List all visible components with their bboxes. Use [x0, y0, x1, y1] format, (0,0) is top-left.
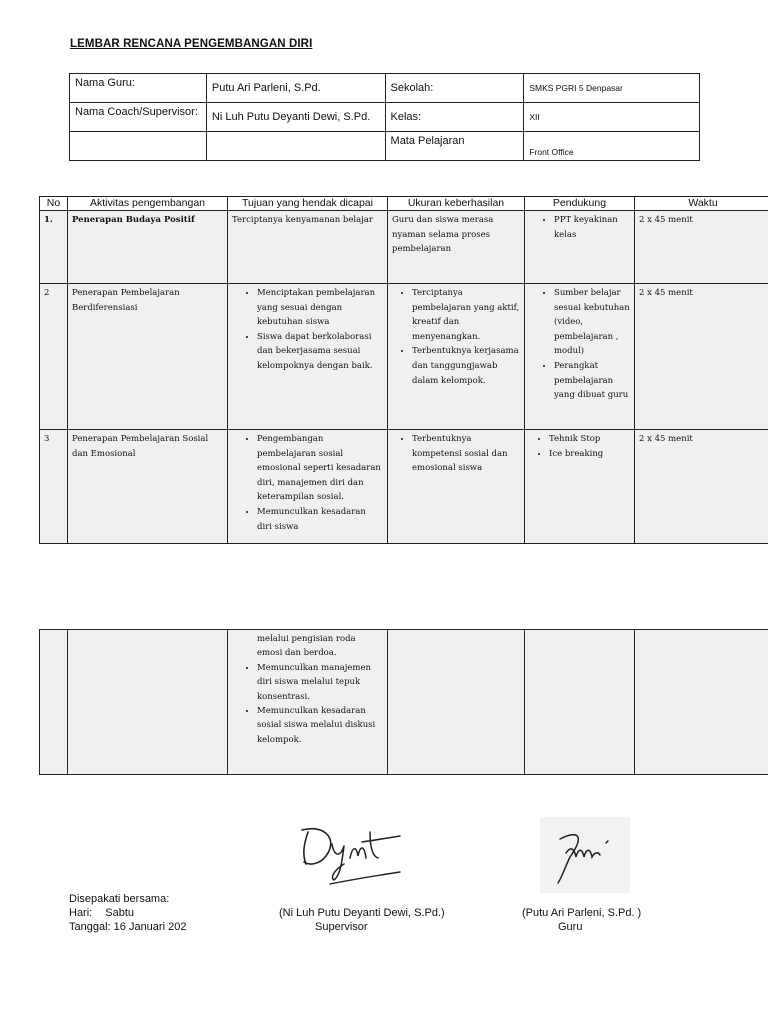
empty-cell	[70, 132, 207, 161]
row-waktu: 2 x 45 menit	[635, 430, 768, 544]
list-item: • Ice breaking	[549, 447, 630, 462]
mapel-label: Mata Pelajaran	[385, 132, 524, 161]
sekolah-value: SMKS PGRI 5 Denpasar	[524, 74, 700, 103]
row-tujuan-continued	[228, 630, 388, 775]
row-waktu: 2 x 45 menit	[635, 211, 768, 284]
list-item: • Memunculkan manajemen diri siswa melalui tepuk konsentrasi.	[257, 661, 383, 704]
row-aktivitas: Penerapan Budaya Positif	[68, 211, 228, 284]
guru-value: Putu Ari Parleni, S.Pd.	[206, 74, 385, 103]
hari-row	[69, 906, 134, 920]
header-ukuran: Ukuran keberhasilan	[388, 197, 525, 211]
table-row	[40, 630, 768, 775]
hari-value: Sabtu	[105, 907, 135, 919]
row-waktu: 2 x 45 menit	[635, 284, 768, 430]
row-ukuran: Guru dan siswa merasa nyaman selama proses pembelajaran	[388, 211, 525, 284]
guru-signature	[540, 817, 630, 893]
row-no: 2	[40, 284, 68, 430]
document-title: LEMBAR RENCANA PENGEMBANGAN DIRI	[70, 38, 313, 50]
list-item: • Menciptakan pembelajaran yang sesuai dengan kebutuhan siswa	[257, 286, 383, 330]
row-pendukung	[525, 430, 635, 544]
agreed-label: Disepakati bersama:	[69, 893, 170, 905]
list-item: • Memunculkan kesadaran sosial siswa melalui diskusi kelompok.	[257, 704, 383, 747]
row-no: 1.	[40, 211, 68, 284]
row-no: 3	[40, 430, 68, 544]
list-item: • Tehnik Stop	[549, 432, 630, 447]
row-tujuan	[228, 430, 388, 544]
header-waktu: Waktu	[635, 197, 768, 211]
table-row	[40, 284, 768, 430]
list-item: • Perangkat pembelajaran yang dibuat guru	[554, 359, 630, 403]
tanggal-row	[69, 920, 186, 934]
list-item: • Terbentuknya kompetensi sosial dan emosional siswa	[412, 432, 520, 476]
row-ukuran	[388, 284, 525, 430]
info-table	[69, 73, 700, 161]
empty-cell	[388, 630, 525, 775]
header-no: No	[40, 197, 68, 211]
guru-name: (Putu Ari Parleni, S.Pd. )	[522, 907, 642, 919]
header-pendukung: Pendukung	[525, 197, 635, 211]
header-tujuan: Tujuan yang hendak dicapai	[228, 197, 388, 211]
empty-cell	[40, 630, 68, 775]
empty-cell	[68, 630, 228, 775]
list-item: • Siswa dapat berkolaborasi dan bekerjasama sesuai kelompoknya dengan baik.	[257, 330, 383, 374]
tanggal-value: 16 Januari 202	[113, 921, 187, 933]
supervisor-signature	[296, 822, 411, 890]
guru-signature-box	[540, 817, 630, 893]
table-row	[40, 430, 768, 544]
header-aktivitas: Aktivitas pengembangan	[68, 197, 228, 211]
row-pendukung	[525, 211, 635, 284]
empty-cell	[635, 630, 768, 775]
row-aktivitas: Penerapan Pembelajaran Sosial dan Emosional	[68, 430, 228, 544]
sekolah-label: Sekolah:	[385, 74, 524, 103]
activity-table-continued	[39, 629, 768, 775]
list-item: • Pengembangan pembelajaran sosial emosional seperti kesadaran diri, manajemen diri dan keterampilan sosial.	[257, 432, 383, 505]
supervisor-name: (Ni Luh Putu Deyanti Dewi, S.Pd.)	[279, 907, 445, 919]
supervisor-role: Supervisor	[315, 921, 368, 933]
row-tujuan: Terciptanya kenyamanan belajar	[228, 211, 388, 284]
row-pendukung	[525, 284, 635, 430]
list-item: • Sumber belajar sesuai kebutuhan (video, pembelajaran , modul)	[554, 286, 630, 359]
kelas-value: XII	[524, 103, 700, 132]
row-tujuan	[228, 284, 388, 430]
hari-label: Hari:	[69, 907, 93, 919]
row-ukuran	[388, 430, 525, 544]
coach-label: Nama Coach/Supervisor:	[70, 103, 207, 132]
table-row	[40, 211, 768, 284]
row-aktivitas: Penerapan Pembelajaran Berdiferensiasi	[68, 284, 228, 430]
list-item: • Memunculkan kesadaran diri siswa	[257, 505, 383, 534]
kelas-label: Kelas:	[385, 103, 524, 132]
guru-label: Nama Guru:	[70, 74, 207, 103]
guru-role: Guru	[558, 921, 583, 933]
empty-cell	[206, 132, 385, 161]
empty-cell	[525, 630, 635, 775]
mapel-value: Front Office	[524, 132, 700, 161]
list-item: • Terbentuknya kerjasama dan tanggungjawab dalam kelompok.	[412, 344, 520, 388]
list-item: • Terciptanya pembelajaran yang aktif, kreatif dan menyenangkan.	[412, 286, 520, 344]
list-item: • PPT keyakinan kelas	[554, 213, 630, 242]
activity-table	[39, 196, 768, 544]
list-item: melalui pengisian roda emosi dan berdoa.	[257, 634, 356, 659]
tanggal-label: Tanggal:	[69, 921, 111, 933]
coach-value: Ni Luh Putu Deyanti Dewi, S.Pd.	[206, 103, 385, 132]
